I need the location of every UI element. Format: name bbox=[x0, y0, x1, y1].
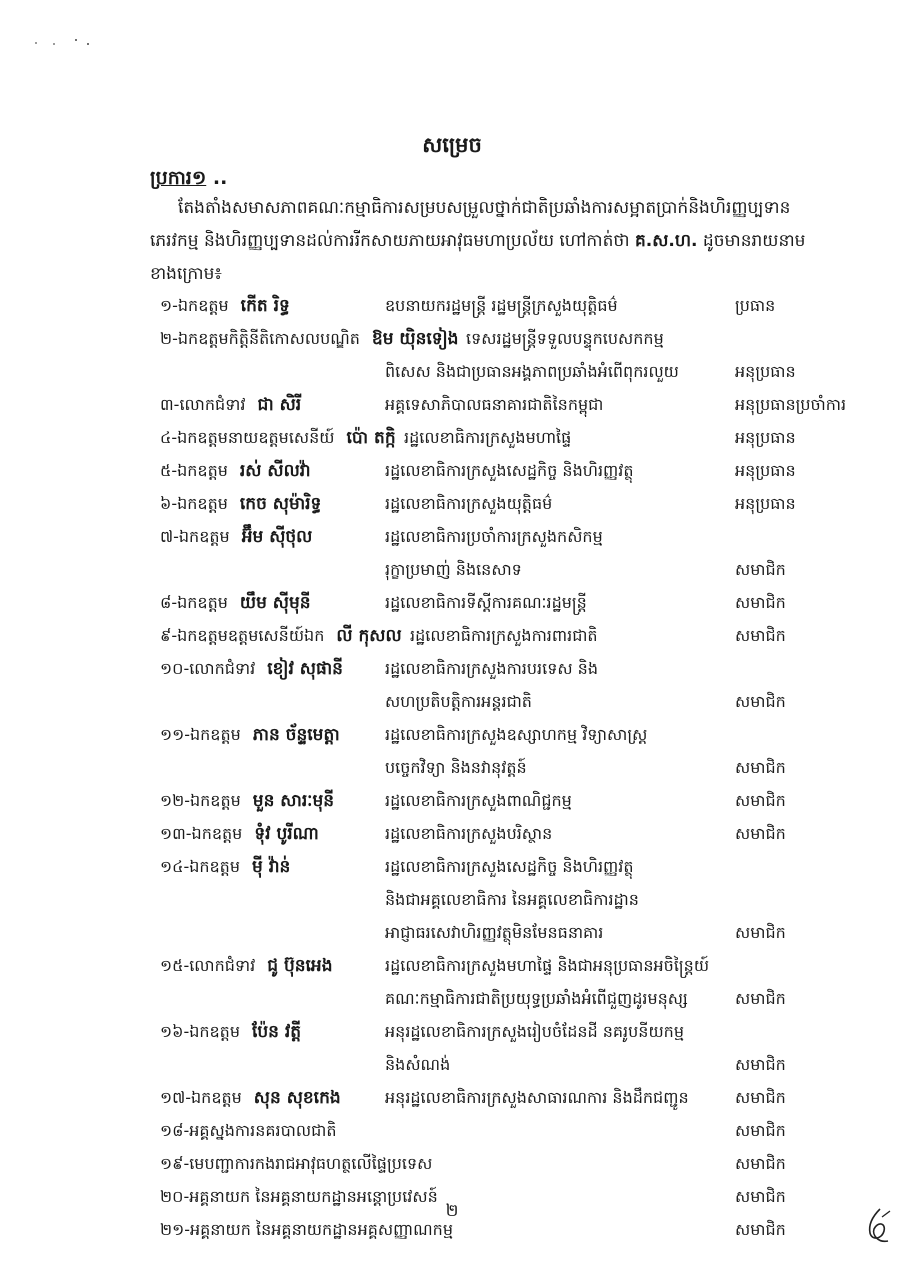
member-title bbox=[160, 850, 290, 884]
decision-heading: សម្រេច bbox=[422, 133, 482, 157]
member-position: រុក្ខាប្រមាញ់ និងនេសាទ bbox=[385, 560, 522, 579]
page-number: ២ bbox=[445, 1201, 459, 1221]
member-row bbox=[160, 421, 880, 454]
member-row bbox=[160, 751, 880, 784]
member-position: រដ្ឋលេខាធិការក្រសួងសេដ្ឋកិច្ច និងហិរញ្ញវត្ថុ bbox=[385, 857, 634, 876]
member-position: ពិសេស និងជាប្រធានអង្គភាពប្រឆាំងអំពើពុករលួយ bbox=[385, 362, 679, 381]
member-role: សមាជិក bbox=[735, 560, 786, 579]
member-prefix: ៦-ឯកឧត្តម bbox=[160, 494, 228, 513]
member-position: បច្ចេកវិទ្យា និងនវានុវត្តន៍ bbox=[385, 758, 527, 777]
member-row bbox=[160, 1081, 880, 1114]
member-role: សមាជិក bbox=[735, 758, 786, 777]
member-position: អាជ្ញាធរសេវាហិរញ្ញវត្ថុមិនមែនធនាគារ bbox=[385, 923, 604, 942]
member-title bbox=[160, 784, 334, 818]
member-name: ភាន ច័ន្ទមេត្តា bbox=[252, 725, 340, 745]
member-row bbox=[160, 355, 880, 388]
member-position: ឧបនាយករដ្ឋមន្ត្រី រដ្ឋមន្ត្រីក្រសួងយុត្តិធម៌ bbox=[385, 296, 618, 315]
member-name: រស់ សីលវ៉ា bbox=[239, 461, 311, 481]
member-title bbox=[160, 586, 311, 620]
member-row bbox=[160, 1048, 880, 1081]
member-row bbox=[160, 817, 880, 850]
intro-paragraph bbox=[150, 192, 850, 291]
member-prefix: ៣-លោកជំទាវ bbox=[160, 395, 246, 414]
member-name: កេច សុម៉ារិទ្ធ bbox=[239, 494, 322, 514]
member-row bbox=[160, 982, 880, 1015]
member-row bbox=[160, 883, 880, 916]
member-title bbox=[160, 652, 343, 686]
member-title bbox=[160, 355, 172, 389]
member-prefix: ៥-ឯកឧត្តម bbox=[160, 461, 228, 480]
member-name: ទុំវ បូរីណា bbox=[254, 824, 319, 844]
member-name: ម៉ី វ៉ាន់ bbox=[252, 857, 291, 877]
member-prefix: ១-ឯកឧត្តម bbox=[160, 296, 229, 315]
member-prefix: ១៧-ឯកឧត្តម bbox=[160, 1088, 242, 1107]
member-row bbox=[160, 289, 880, 322]
intro-line-2b: ដូចមានរាយនាម bbox=[697, 231, 806, 251]
intro-line-2a: ភេរវកម្ម និងហិរញ្ញប្បទានដល់ការរីកសាយភាយអាវុធមហាប្រល័យ ហៅកាត់ថា bbox=[150, 231, 635, 251]
member-title bbox=[160, 388, 301, 422]
member-row bbox=[160, 718, 880, 751]
member-position: អនុរដ្ឋលេខាធិការក្រសួងរៀបចំដែនដី នគរូបនីយកម្ម bbox=[385, 1022, 684, 1041]
member-role: អនុប្រធានប្រចាំការ bbox=[735, 395, 847, 414]
member-title bbox=[160, 322, 458, 356]
member-row bbox=[160, 322, 880, 355]
member-position: រដ្ឋលេខាធិការក្រសួងការបរទេស និង bbox=[385, 659, 598, 678]
member-row bbox=[160, 916, 880, 949]
member-title bbox=[160, 751, 172, 785]
member-row bbox=[160, 520, 880, 553]
member-title bbox=[160, 454, 311, 488]
member-role: សមាជិក bbox=[735, 1220, 786, 1239]
member-name: ខៀវ សុផានី bbox=[267, 659, 343, 679]
member-position: រដ្ឋលេខាធិការទីស្តីការគណៈរដ្ឋមន្ត្រី bbox=[385, 593, 587, 612]
member-prefix: ២-ឯកឧត្តមកិត្តិនីតិកោសលបណ្ឌិត bbox=[160, 329, 360, 348]
member-name: ប៉ែន វត្តី bbox=[252, 1022, 302, 1042]
member-title bbox=[160, 1147, 444, 1181]
member-title bbox=[160, 982, 172, 1016]
member-title bbox=[160, 685, 172, 719]
member-prefix: ១៦-ឯកឧត្តម bbox=[160, 1022, 240, 1041]
intro-line-3: ខាងក្រោម៖ bbox=[150, 264, 222, 284]
member-prefix: ២១-អគ្គនាយក នៃអគ្គនាយកដ្ឋានអគ្គសញ្ញាណកម្ម bbox=[160, 1220, 453, 1239]
member-role: សមាជិក bbox=[735, 1088, 786, 1107]
member-position: ទេសរដ្ឋមន្ត្រីទទួលបន្ទុកបេសកកម្ម bbox=[466, 329, 664, 348]
member-position: និងជាអគ្គលេខាធិការ នៃអគ្គលេខាធិការដ្ឋាន bbox=[385, 890, 639, 909]
member-title bbox=[160, 1015, 301, 1049]
member-role: អនុប្រធាន bbox=[735, 461, 796, 480]
member-title bbox=[160, 487, 321, 521]
member-position: រដ្ឋលេខាធិការក្រសួងមហាផ្ទៃ និងជាអនុប្រធានអចិន្ត្រៃយ៍ bbox=[385, 956, 710, 975]
member-position: រដ្ឋលេខាធិការក្រសួងពាណិជ្ជកម្ម bbox=[385, 791, 572, 810]
member-role: សមាជិក bbox=[735, 791, 786, 810]
member-role: សមាជិក bbox=[735, 989, 786, 1008]
member-name: យឹម ស៊ីមុនី bbox=[239, 593, 311, 613]
member-prefix: ១០-លោកជំទាវ bbox=[160, 659, 256, 678]
member-prefix: ១៣-ឯកឧត្តម bbox=[160, 824, 243, 843]
member-role: សមាជិក bbox=[735, 593, 786, 612]
article-suffix: .. bbox=[206, 167, 228, 189]
article-heading bbox=[150, 166, 227, 194]
member-row bbox=[160, 388, 880, 421]
member-position: រដ្ឋលេខាធិការក្រសួងការពារជាតិ bbox=[410, 626, 598, 645]
member-role: សមាជិក bbox=[735, 626, 786, 645]
article-label: ប្រការ១ bbox=[150, 167, 207, 189]
member-role: សមាជិក bbox=[735, 692, 786, 711]
member-role: អនុប្រធាន bbox=[735, 428, 796, 447]
member-title bbox=[160, 619, 402, 653]
member-position: រដ្ឋលេខាធិការក្រសួងយុត្តិធម៌ bbox=[385, 494, 553, 513]
member-title bbox=[160, 817, 319, 851]
member-name: ឱម យ៉ិនទៀង bbox=[371, 329, 459, 349]
member-prefix: ១១-ឯកឧត្តម bbox=[160, 725, 241, 744]
intro-line-1: តែងតាំងសមាសភាពគណៈកម្មាធិការសម្របសម្រួលថ្នាក់ជាតិប្រឆាំងការសម្អាតប្រាក់និងហិរញ្ញប្បទាន bbox=[178, 198, 791, 218]
member-position: រដ្ឋលេខាធិការក្រសួងឧស្សាហកម្ម វិទ្យាសាស្ត្រ bbox=[385, 725, 648, 744]
member-name: សុន សុខកេង bbox=[253, 1088, 341, 1108]
member-prefix: ៩-ឯកឧត្តមឧត្តមសេនីយ៍ឯក bbox=[160, 626, 325, 645]
member-row bbox=[160, 454, 880, 487]
member-row bbox=[160, 619, 880, 652]
member-prefix: ៨-ឯកឧត្តម bbox=[160, 593, 228, 612]
member-name: កើត រិទ្ធ bbox=[240, 296, 290, 316]
member-title bbox=[160, 949, 333, 983]
member-position: អនុរដ្ឋលេខាធិការក្រសួងសាធារណការ និងដឹកជញ្ជូន bbox=[385, 1088, 689, 1107]
member-position: គណៈកម្មាធិការជាតិប្រយុទ្ធប្រឆាំងអំពើជួញដូរមនុស្ស bbox=[385, 989, 688, 1008]
member-role: សមាជិក bbox=[735, 1154, 786, 1173]
member-role: សមាជិក bbox=[735, 1121, 786, 1140]
member-row bbox=[160, 1114, 880, 1147]
member-prefix: ១៥-លោកជំទាវ bbox=[160, 956, 256, 975]
member-row bbox=[160, 1015, 880, 1048]
member-prefix: ៤-ឯកឧត្តមនាយឧត្តមសេនីយ៍ bbox=[160, 428, 335, 447]
member-position: សហប្រតិបត្តិការអន្តរជាតិ bbox=[385, 692, 532, 711]
member-row bbox=[160, 784, 880, 817]
member-title bbox=[160, 883, 172, 917]
member-name: អ៊ឹម ស៊ីថុល bbox=[241, 527, 313, 547]
member-row bbox=[160, 685, 880, 718]
member-list bbox=[160, 289, 880, 1246]
member-title bbox=[160, 289, 290, 323]
member-prefix: ១៩-មេបញ្ជាការកងរាជអាវុធហត្ថលើផ្ទៃប្រទេស bbox=[160, 1154, 433, 1173]
member-prefix: ២០-អគ្គនាយក នៃអគ្គនាយកដ្ឋានអន្តោប្រវេសន៍ bbox=[160, 1187, 438, 1206]
member-name: ជា សិរី bbox=[257, 395, 302, 415]
member-title bbox=[160, 718, 340, 752]
member-position: រដ្ឋលេខាធិការក្រសួងមហាផ្ទៃ bbox=[404, 428, 572, 447]
member-prefix: ១២-ឯកឧត្តម bbox=[160, 791, 241, 810]
member-position: រដ្ឋលេខាធិការក្រសួងសេដ្ឋកិច្ច និងហិរញ្ញវត្ថុ bbox=[385, 461, 634, 480]
member-role: សមាជិក bbox=[735, 1055, 786, 1074]
member-row bbox=[160, 850, 880, 883]
member-position: អគ្គទេសាភិបាលធនាគារជាតិនៃកម្ពុជា bbox=[385, 395, 604, 414]
member-title bbox=[160, 553, 172, 587]
member-role: សមាជិក bbox=[735, 824, 786, 843]
member-name: ជូ ប៊ុនអេង bbox=[267, 956, 333, 976]
member-name: ប៉ោ តក្កិ bbox=[346, 428, 396, 448]
member-role: ប្រធាន bbox=[735, 296, 776, 315]
intro-line-2 bbox=[150, 225, 850, 258]
initial-signature bbox=[860, 1205, 896, 1245]
member-role: អនុប្រធាន bbox=[735, 362, 796, 381]
member-title bbox=[160, 421, 396, 455]
intro-abbrev: គ.ស.ហ. bbox=[634, 231, 698, 251]
member-row bbox=[160, 949, 880, 982]
member-title bbox=[160, 916, 172, 950]
member-position: និងសំណង់ bbox=[385, 1055, 451, 1074]
member-role: សមាជិក bbox=[735, 1187, 786, 1206]
member-title bbox=[160, 1114, 348, 1148]
member-role: អនុប្រធាន bbox=[735, 494, 796, 513]
member-title bbox=[160, 520, 312, 554]
member-row bbox=[160, 487, 880, 520]
member-name: មួន សារៈមុនី bbox=[252, 791, 335, 811]
member-title bbox=[160, 1081, 341, 1115]
member-row bbox=[160, 652, 880, 685]
scan-specks bbox=[32, 36, 102, 48]
member-row bbox=[160, 1147, 880, 1180]
member-name: លី កុសល bbox=[336, 626, 402, 646]
member-position: រដ្ឋលេខាធិការក្រសួងបរិស្ថាន bbox=[385, 824, 553, 843]
member-row bbox=[160, 586, 880, 619]
member-position: រដ្ឋលេខាធិការប្រចាំការក្រសួងកសិកម្ម bbox=[385, 527, 603, 546]
member-prefix: ១៤-ឯកឧត្តម bbox=[160, 857, 240, 876]
member-prefix: ១៨-អគ្គស្នងការនគរបាលជាតិ bbox=[160, 1121, 337, 1140]
member-title bbox=[160, 1048, 172, 1082]
member-row bbox=[160, 553, 880, 586]
member-prefix: ៧-ឯកឧត្តម bbox=[160, 527, 230, 546]
member-role: សមាជិក bbox=[735, 923, 786, 942]
